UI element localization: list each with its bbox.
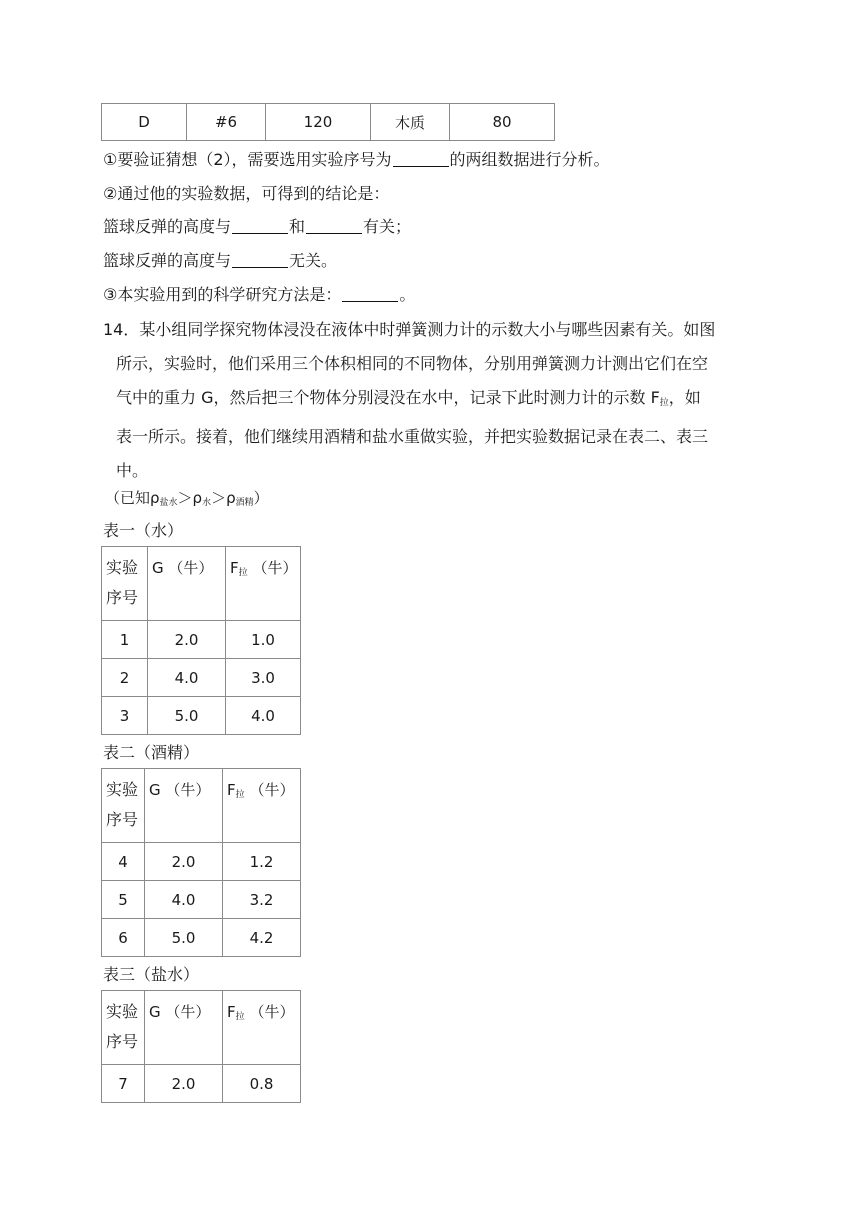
text: （牛） (249, 1003, 295, 1021)
text: 无关。 (289, 251, 338, 270)
table-cell: 木质 (371, 104, 450, 141)
table-cell: 4.0 (145, 881, 223, 919)
header-cell: 实验序号 (102, 769, 145, 843)
table-cell: 2.0 (148, 621, 226, 659)
table-caption: 表一（水） (103, 521, 184, 540)
subscript: 拉 (235, 790, 245, 800)
table-cell: 120 (266, 104, 371, 141)
text: 气中的重力 G，然后把三个物体分别浸没在水中，记录下此时测力计的示数 F (116, 388, 660, 407)
q13-line-1 (103, 148, 610, 172)
text-line (103, 381, 763, 420)
previous-data-table (101, 103, 555, 141)
table-row (102, 659, 301, 697)
table-cell: 1.0 (226, 621, 301, 659)
table-cell: 5.0 (148, 697, 226, 735)
table-cell: 3.2 (223, 881, 301, 919)
text: 有关； (363, 217, 412, 236)
text: 篮球反弹的高度与 (103, 251, 232, 270)
text: 中。 (116, 461, 149, 480)
table-row (102, 1065, 301, 1103)
table-cell: 3.0 (226, 659, 301, 697)
table-header-row (102, 991, 301, 1065)
text: F (227, 781, 236, 799)
table-row (102, 104, 555, 141)
table-row (102, 621, 301, 659)
text: ，如 (668, 388, 701, 407)
table-cell: D (102, 104, 187, 141)
q13-line-5 (103, 283, 415, 307)
header-cell (223, 991, 301, 1065)
table-cell: 0.8 (223, 1065, 301, 1103)
table-cell: 1 (102, 621, 148, 659)
subscript: 拉 (238, 568, 248, 578)
text: （牛） (249, 781, 295, 799)
header-cell: G （牛） (145, 769, 223, 843)
text-line (103, 420, 763, 454)
table-row (102, 919, 301, 957)
text: 篮球反弹的高度与 (103, 217, 232, 236)
text: ＞ρ (211, 489, 236, 507)
text: （已知ρ (105, 489, 160, 507)
table-cell: 7 (102, 1065, 145, 1103)
text-line (103, 454, 763, 488)
text: ＞ρ (177, 489, 203, 507)
subscript: 拉 (235, 1012, 245, 1022)
table-cell: 3 (102, 697, 148, 735)
table-cell: 6 (102, 919, 145, 957)
q13-line-2: ②通过他的实验数据，可得到的结论是： (103, 184, 390, 203)
table-header-row (102, 769, 301, 843)
header-cell: 实验序号 (102, 547, 148, 621)
text: （牛） (252, 559, 298, 577)
subscript: 酒精 (235, 498, 254, 508)
table-cell: 2 (102, 659, 148, 697)
table-cell: 4.0 (148, 659, 226, 697)
text: F (230, 559, 239, 577)
header-cell: 实验序号 (102, 991, 145, 1065)
header-cell: G （牛） (145, 991, 223, 1065)
table-cell: 5.0 (145, 919, 223, 957)
table-row (102, 843, 301, 881)
answer-blank[interactable] (306, 217, 362, 234)
header-cell (223, 769, 301, 843)
table-row (102, 697, 301, 735)
answer-blank[interactable] (232, 251, 288, 268)
text: 所示，实验时，他们采用三个体积相同的不同物体，分别用弹簧测力计测出它们在空 (116, 354, 709, 373)
table-water (101, 546, 301, 735)
table-cell: 4.2 (223, 919, 301, 957)
subscript: 水 (202, 498, 212, 508)
table-alcohol (101, 768, 301, 957)
table-cell: 2.0 (145, 1065, 223, 1103)
text-line (103, 347, 763, 381)
answer-blank[interactable] (232, 217, 288, 234)
header-cell: G （牛） (148, 547, 226, 621)
table-cell: 1.2 (223, 843, 301, 881)
q14-paragraph (103, 313, 763, 488)
answer-blank[interactable] (393, 150, 449, 167)
text: 。 (399, 285, 416, 304)
table-row (102, 881, 301, 919)
q13-line-4 (103, 249, 337, 273)
text: F (227, 1003, 236, 1021)
text: 表一所示。接着，他们继续用酒精和盐水重做实验，并把实验数据记录在表二、表三 (116, 427, 709, 446)
table-caption: 表二（酒精） (103, 743, 200, 762)
table-cell: 80 (450, 104, 555, 141)
text: 14．某小组同学探究物体浸没在液体中时弹簧测力计的示数大小与哪些因素有关。如图 (103, 320, 716, 339)
answer-blank[interactable] (342, 285, 398, 302)
subscript: 拉 (659, 398, 669, 408)
header-cell (226, 547, 301, 621)
table-saltwater (101, 990, 301, 1103)
density-note (105, 486, 269, 515)
text: ③本实验用到的科学研究方法是： (103, 285, 342, 304)
text: ） (253, 489, 269, 507)
text: 和 (289, 217, 306, 236)
q13-line-3 (103, 215, 411, 239)
table-cell: 4 (102, 843, 145, 881)
text: ①要验证猜想（2），需要选用实验序号为 (103, 150, 392, 169)
table-cell: 4.0 (226, 697, 301, 735)
table-cell: 5 (102, 881, 145, 919)
table-header-row (102, 547, 301, 621)
text: 的两组数据进行分析。 (449, 150, 610, 169)
table-cell: 2.0 (145, 843, 223, 881)
table-cell: #6 (187, 104, 266, 141)
table-caption: 表三（盐水） (103, 965, 200, 984)
subscript: 盐水 (159, 498, 178, 508)
